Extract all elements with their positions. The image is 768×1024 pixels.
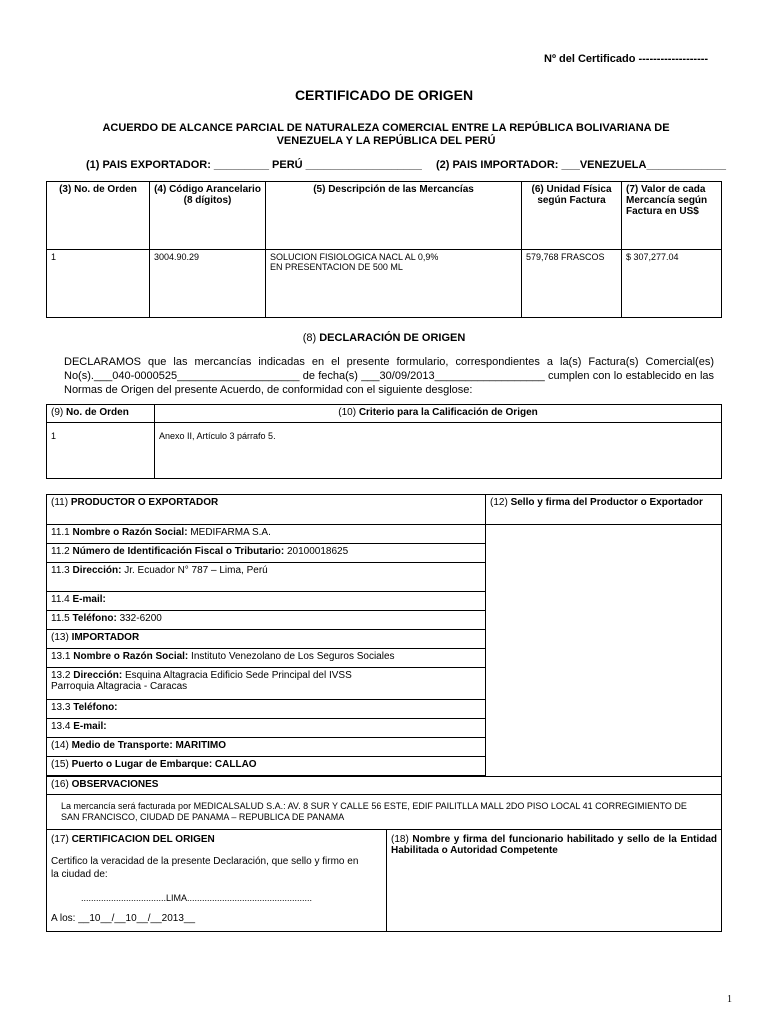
- criteria-value-cell: Anexo II, Artículo 3 párrafo 5.: [155, 423, 722, 479]
- producer-tax-label: Número de Identificación Fiscal o Tributario:: [72, 546, 285, 557]
- producer-name-num: 11.1: [51, 527, 70, 538]
- criteria-criterion-num: (10): [338, 407, 357, 418]
- importer-address-label: Dirección:: [73, 670, 123, 681]
- producer-phone-num: 11.5: [51, 613, 70, 624]
- importer-name-label: Nombre o Razón Social:: [73, 651, 189, 662]
- observations-header-row: [47, 777, 722, 795]
- producer-name-row: [47, 525, 722, 544]
- importer-address-cell: [47, 668, 486, 700]
- seal-header: [486, 495, 722, 525]
- criteria-criterion-header: [155, 405, 722, 423]
- producer-phone-cell: [47, 611, 486, 630]
- goods-table: [46, 181, 722, 318]
- producer-header-num: (11): [51, 497, 69, 508]
- declaration-heading: [0, 332, 768, 344]
- importer-email-num: 13.4: [51, 721, 71, 732]
- importer-phone-num: 13.3: [51, 702, 71, 713]
- producer-address-value: Jr. Ecuador N° 787 – Lima, Perú: [124, 565, 268, 576]
- description-cell: [266, 250, 522, 318]
- certification-table: [46, 829, 722, 932]
- importer-header-num: (13): [51, 632, 69, 643]
- importer-header: [47, 630, 486, 649]
- description-header: (5) Descripción de las Mercancías: [266, 182, 522, 250]
- certification-text: Certifico la veracidad de la presente Declaración, que sello y firmo en la ciudad de:: [51, 856, 359, 880]
- official-cell: [387, 830, 722, 932]
- producer-name-label: Nombre o Razón Social:: [72, 527, 188, 538]
- port-num: (15): [51, 759, 69, 770]
- producer-name-value: MEDIFARMA S.A.: [190, 527, 271, 538]
- goods-row: [47, 250, 722, 318]
- producer-name-cell: [47, 525, 486, 544]
- unit-cell: 579,768 FRASCOS: [522, 250, 622, 318]
- importer-name-num: 13.1: [51, 651, 71, 662]
- producer-tax-value: 20100018625: [287, 546, 349, 557]
- certification-date: A los: __10__/__10__/__2013__: [51, 913, 196, 924]
- producer-header-row: [47, 495, 722, 525]
- description-line-2: EN PRESENTACION DE 500 ML: [270, 262, 403, 272]
- page-title: CERTIFICADO DE ORIGEN: [294, 87, 474, 103]
- producer-email-label: E-mail:: [72, 594, 106, 605]
- criteria-criterion-label: Criterio para la Calificación de Origen: [358, 407, 538, 418]
- observations-label: OBSERVACIONES: [71, 779, 159, 790]
- goods-header-row: [47, 182, 722, 250]
- declaration-title: DECLARACIÓN DE ORIGEN: [319, 332, 466, 344]
- importer-email-cell: [47, 719, 486, 738]
- criteria-header-row: [47, 405, 722, 423]
- port-cell: [47, 757, 486, 776]
- description-line-1: SOLUCION FISIOLOGICA NACL AL 0,9%: [270, 252, 439, 262]
- page-number: 1: [727, 994, 732, 1005]
- importer-email-label: E-mail:: [73, 721, 107, 732]
- producer-address-cell: [47, 563, 486, 592]
- observations-num: (16): [51, 779, 69, 790]
- certification-city: ..................................LIMA..................................................: [81, 893, 313, 903]
- certification-row: [47, 830, 722, 932]
- unit-header: (6) Unidad Física según Factura: [522, 182, 622, 250]
- transport-cell: [47, 738, 486, 757]
- importer-country: (2) PAIS IMPORTADOR: ___VENEZUELA_____________: [436, 159, 726, 171]
- seal-signature-area: [486, 525, 722, 777]
- certification-header: [51, 834, 382, 845]
- seal-header-label: Sello y firma del Productor o Exportador: [510, 497, 703, 508]
- order-cell: 1: [47, 250, 150, 318]
- importer-address-value-1: Esquina Altagracia Edificio Sede Principal del IVSS: [124, 670, 352, 681]
- transport-num: (14): [51, 740, 69, 751]
- official-header: Nombre y firma del funcionario habilitado y sello de la Entidad Habilitada o Autoridad Competente: [391, 834, 718, 856]
- certification-cell: [47, 830, 387, 932]
- official-num: (18): [391, 834, 409, 845]
- producer-tax-num: 11.2: [51, 546, 70, 557]
- certificate-number-label: Nº del Certificado -------------------: [544, 53, 709, 65]
- importer-address-num: 13.2: [51, 670, 71, 681]
- exporter-country: (1) PAIS EXPORTADOR: _________ PERÚ ___________________: [86, 159, 422, 171]
- port-text: Puerto o Lugar de Embarque: CALLAO: [71, 759, 257, 770]
- producer-email-num: 11.4: [51, 594, 70, 605]
- order-header: (3) No. de Orden: [47, 182, 150, 250]
- criteria-table: [46, 404, 722, 479]
- observations-text: La mercancía será facturada por MEDICALSALUD S.A.: AV. 8 SUR Y CALLE 56 ESTE, EDIF PAILITLLA MALL 2DO PISO LOCAL 41 CORREGIMIENTO DE SAN FRANCISCO, CIUDAD DE PANAMA – REPUBLICA DE PANAMA: [47, 795, 722, 830]
- criteria-order-num: (9): [51, 407, 64, 418]
- producer-email-cell: [47, 592, 486, 611]
- observations-header: [47, 777, 722, 795]
- observations-row: [47, 795, 722, 830]
- importer-name-cell: [47, 649, 486, 668]
- producer-phone-value: 332-6200: [119, 613, 162, 624]
- importer-name-value: Instituto Venezolano de Los Seguros Sociales: [191, 651, 395, 662]
- importer-header-label: IMPORTADOR: [71, 632, 140, 643]
- seal-header-num: (12): [490, 497, 508, 508]
- value-header: (7) Valor de cada Mercancía según Factura en US$: [622, 182, 722, 250]
- certification-num: (17): [51, 834, 69, 845]
- producer-address-label: Dirección:: [72, 565, 122, 576]
- tariff-code-cell: 3004.90.29: [150, 250, 266, 318]
- importer-phone-label: Teléfono:: [73, 702, 118, 713]
- value-cell: $ 307,277.04: [622, 250, 722, 318]
- certification-label: CERTIFICACION DEL ORIGEN: [71, 834, 215, 845]
- producer-address-num: 11.3: [51, 565, 70, 576]
- tariff-code-header: (4) Código Arancelario (8 dígitos): [150, 182, 266, 250]
- producer-phone-label: Teléfono:: [72, 613, 117, 624]
- transport-text: Medio de Transporte: MARITIMO: [71, 740, 227, 751]
- criteria-order-label: No. de Orden: [66, 407, 129, 418]
- declaration-number: (8): [302, 332, 317, 344]
- producer-importer-table: [46, 494, 722, 830]
- criteria-row: [47, 423, 722, 479]
- producer-header: [47, 495, 486, 525]
- producer-tax-cell: [47, 544, 486, 563]
- importer-address-line-1: [51, 670, 481, 681]
- importer-address-value-2: Parroquia Altagracia - Caracas: [51, 681, 188, 692]
- producer-header-label: PRODUCTOR O EXPORTADOR: [70, 497, 219, 508]
- criteria-order-cell: 1: [47, 423, 155, 479]
- agreement-title: ACUERDO DE ALCANCE PARCIAL DE NATURALEZA COMERCIAL ENTRE LA REPÚBLICA BOLIVARIANA DE VENEZUELA Y LA REPÚBLICA DEL PERÚ: [102, 122, 670, 147]
- importer-phone-cell: [47, 700, 486, 719]
- criteria-order-header: [47, 405, 155, 423]
- declaration-text: DECLARAMOS que las mercancías indicadas en el presente formulario, correspondientes a la(s) Factura(s) Comercial(es) No(s).___040-0000525____________________ de fecha(s) ___30/09/2013__________________ cumplen con lo establecido en las Normas de Origen del presente Acuerdo, de conformidad con el siguiente desglose:: [64, 356, 714, 396]
